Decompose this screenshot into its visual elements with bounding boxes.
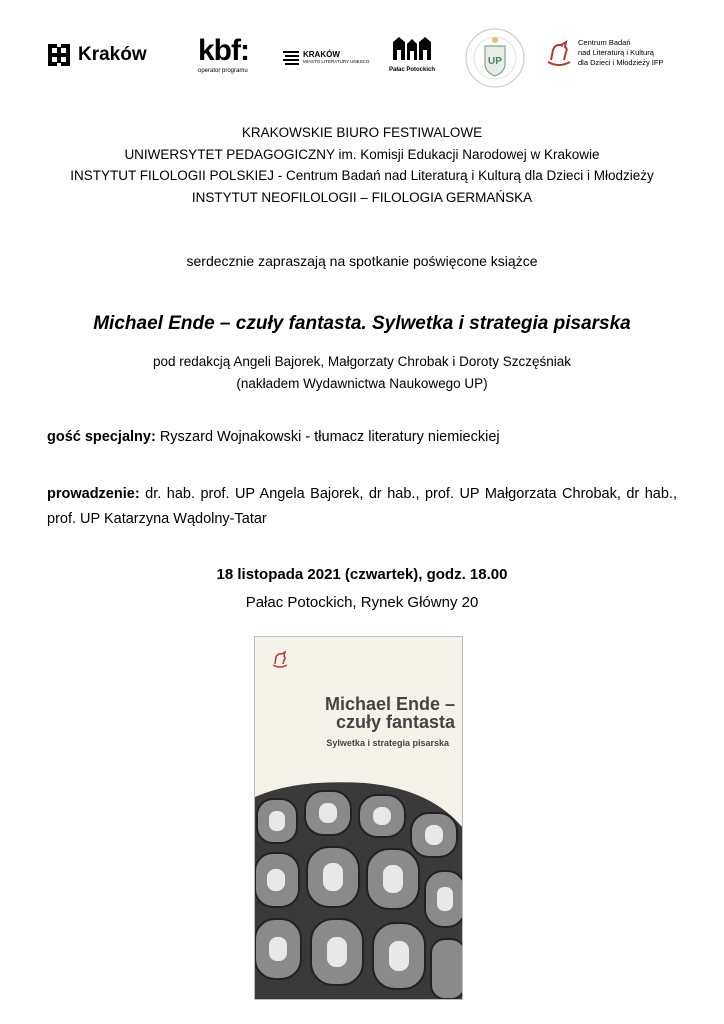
publisher-logo-icon — [271, 651, 289, 669]
book-publisher: (nakładem Wydawnictwa Naukowego UP) — [236, 376, 488, 391]
up-university-seal — [464, 26, 526, 95]
event-date: 18 listopada 2021 (czwartek), godz. 18.00 — [216, 566, 508, 583]
special-guest-text: Ryszard Wojnakowski - tłumacz literatury niemieckiej — [155, 429, 500, 445]
special-guest-label: gość specjalny: — [47, 429, 156, 445]
book-credits — [0, 351, 724, 395]
krakow-city-of-literature-logo — [283, 50, 369, 66]
kbf-logo — [198, 36, 249, 74]
cover-title — [295, 695, 455, 731]
kbf-logo-text: kbf: — [198, 34, 249, 67]
cb-logo-line3: dla Dzieci i Młodzieży IFP — [578, 58, 664, 67]
cover-title-line2: czuły fantasta — [335, 712, 455, 732]
logo-row — [0, 28, 724, 98]
centrum-badan-logo — [544, 38, 663, 68]
krakow-logo — [48, 44, 147, 66]
rocking-horse-icon — [544, 38, 574, 68]
hosts-text: dr. hab. prof. UP Angela Bajorek, dr hab., prof. UP Małgorzata Chrobak, dr hab., prof. UP Katarzyna Wądolny-Tatar — [47, 486, 677, 527]
krakow-ml-title: KRAKÓW — [303, 50, 340, 59]
book-title: Michael Ende – czuły fantasta. Sylwetka i strategia pisarska — [93, 313, 631, 334]
palac-logo-text: Pałac Potockich — [388, 67, 436, 73]
special-guest — [47, 425, 677, 450]
cover-title-line1: Michael Ende – — [324, 694, 455, 714]
book-editors: pod redakcją Angeli Bajorek, Małgorzaty Chrobak i Doroty Szczęśniak — [153, 354, 571, 369]
kbf-logo-subtext: operator programu — [198, 68, 248, 74]
organizer-ifp: INSTYTUT FILOLOGII POLSKIEJ - Centrum Badań nad Literaturą i Kulturą dla Dzieci i Młodzieży — [70, 168, 654, 183]
hosts-label: prowadzenie: — [47, 486, 140, 502]
cb-logo-line2: nad Literaturą i Kulturą — [578, 48, 654, 57]
palac-potockich-logo — [383, 36, 441, 73]
hosts — [47, 482, 677, 532]
book-stack-icon — [283, 50, 299, 66]
krakow-logo-text: Kraków — [78, 44, 147, 65]
organizer-up: UNIWERSYTET PEDAGOGICZNY im. Komisji Edukacji Narodowej w Krakowie — [124, 146, 600, 162]
event-place: Pałac Potockich, Rynek Główny 20 — [245, 594, 479, 611]
cover-subtitle: Sylwetka i strategia pisarska — [326, 738, 449, 748]
up-seal-text: UP — [488, 56, 502, 67]
krakow-ml-subtitle: MIASTO LITERATURY UNESCO — [303, 59, 370, 64]
krakow-grid-icon — [48, 44, 70, 66]
invitation-line: serdecznie zapraszają na spotkanie poświęcone książce — [186, 253, 538, 269]
organizer-ineo: INSTYTUT NEOFILOLOGII – FILOLOGIA GERMAŃSKA — [191, 189, 533, 205]
organizers-list — [0, 122, 724, 208]
book-cover-image — [254, 636, 463, 1000]
organizer-kbf: KRAKOWSKIE BIURO FESTIWALOWE — [241, 125, 483, 140]
palace-crown-icon — [391, 36, 433, 60]
turtle-shell-illustration — [255, 777, 462, 999]
cb-logo-line1: Centrum Badań — [578, 38, 631, 47]
